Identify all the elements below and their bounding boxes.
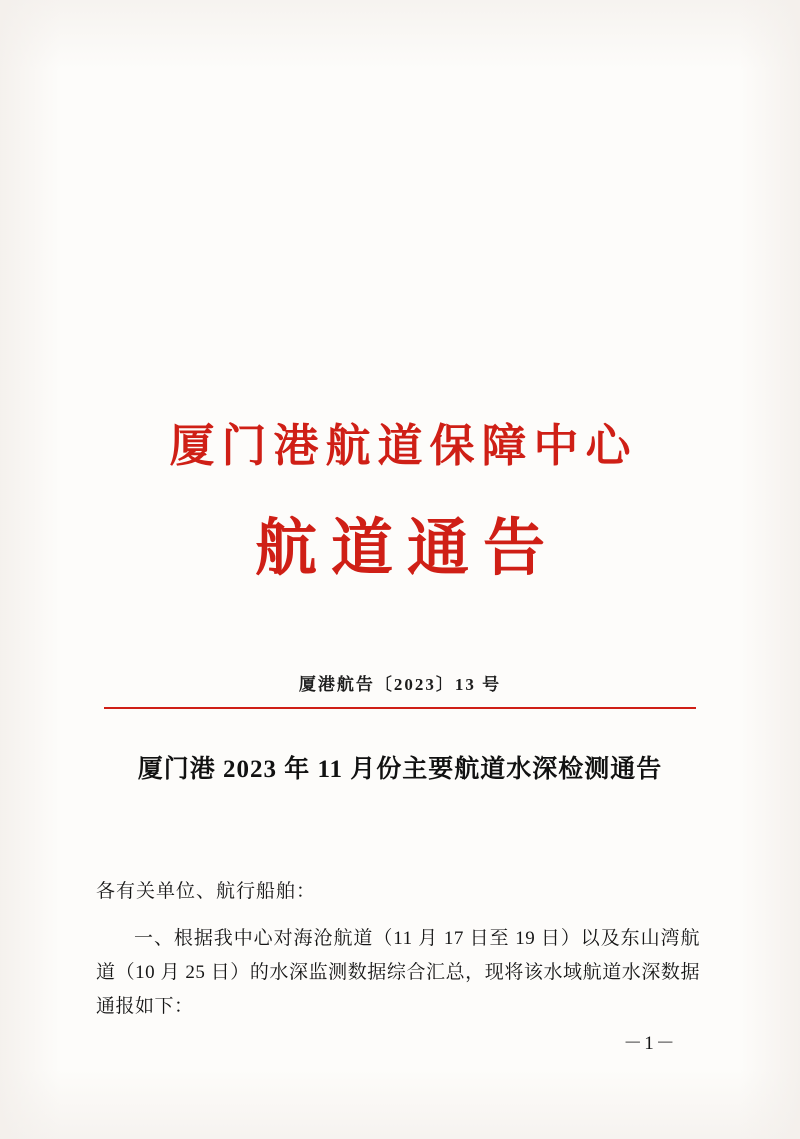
document-number: 厦港航告〔2023〕13 号 bbox=[298, 675, 502, 694]
body-paragraph-1: 一、根据我中心对海沧航道（11 月 17 日至 19 日）以及东山湾航道（10 月 25 日）的水深监测数据综合汇总，现将该水域航道水深数据通报如下： bbox=[96, 928, 700, 1017]
page-title: 厦门港 2023 年 11 月份主要航道水深检测通告 bbox=[137, 756, 663, 783]
salutation-line: 各有关单位、航行船舶： bbox=[96, 881, 317, 902]
document-kind-heading: 航道通告 bbox=[254, 515, 559, 583]
page-number: －1－ bbox=[623, 1033, 677, 1054]
red-divider-rule bbox=[104, 707, 696, 709]
organization-title: 厦门港航道保障中心 bbox=[169, 421, 638, 471]
